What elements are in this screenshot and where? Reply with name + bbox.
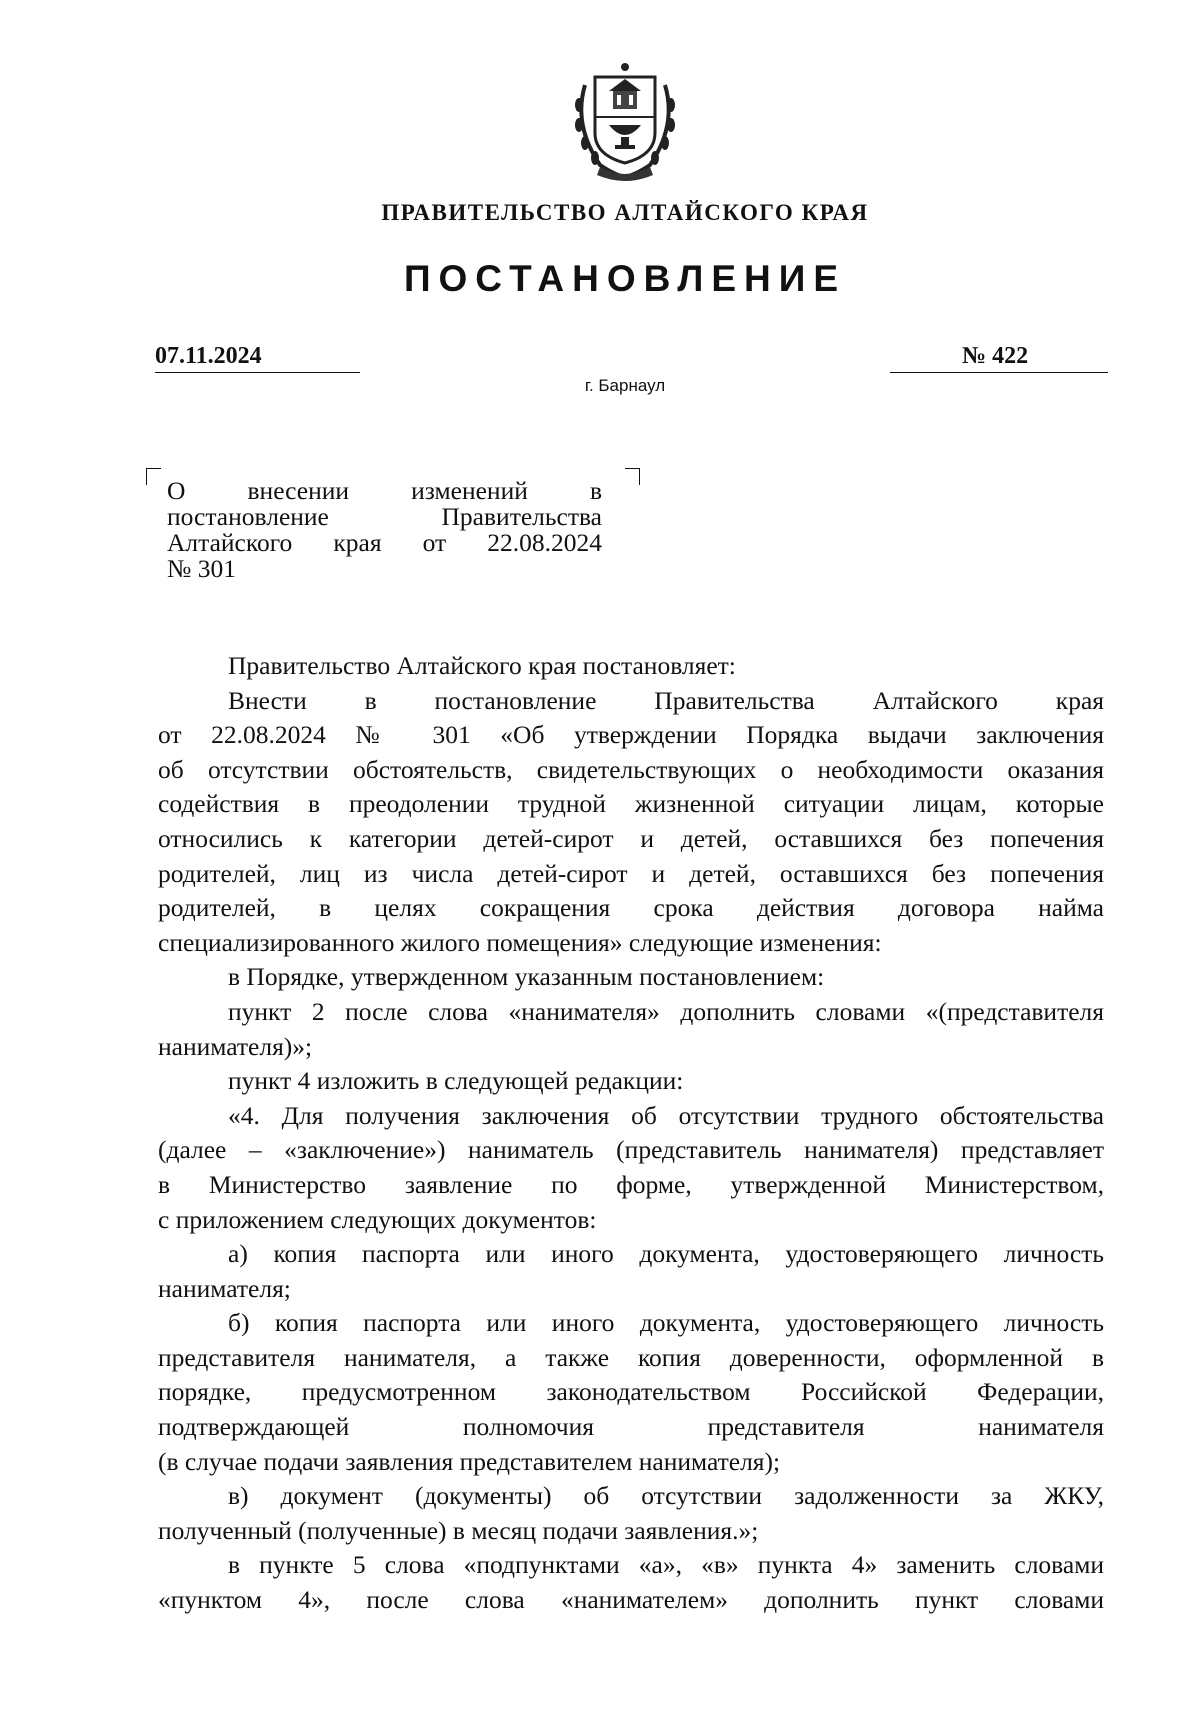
left-corner-bracket — [146, 468, 161, 485]
body-line: пункт 2 после слова «нанимателя» дополнить словами «(представителя — [228, 996, 1104, 1026]
document-subject — [167, 478, 602, 582]
body-preamble: Правительство Алтайского края постановляет: — [228, 651, 736, 680]
body-line: в пункте 5 слова «подпунктами «а», «в» пункта 4» заменить словами — [228, 1550, 1104, 1580]
document-city: г. Барнаул — [584, 376, 666, 395]
body-line: полученный (полученные) в месяц подачи заявления.»; — [158, 1515, 759, 1545]
document-number-value: № 422 — [962, 343, 1029, 369]
body-line: «пунктом 4», после слова «нанимателем» дополнить пункт словами — [158, 1585, 1104, 1615]
body-line: об отсутствии обстоятельств, свидетельствующих о необходимости оказания — [158, 754, 1104, 784]
body-line: подтверждающей полномочия представителя нанимателя — [158, 1412, 1104, 1442]
body-line: нанимателя; — [158, 1273, 291, 1303]
body-line: в) документ (документы) об отсутствии задолженности за ЖКУ, — [228, 1481, 1104, 1511]
organization-title: ПРАВИТЕЛЬСТВО АЛТАЙСКОГО КРАЯ — [381, 200, 869, 225]
body-line: (в случае подачи заявления представителем нанимателя); — [158, 1446, 781, 1476]
body-line: б) копия паспорта или иного документа, удостоверяющего личность — [228, 1308, 1104, 1338]
coat-of-arms-emblem — [565, 55, 685, 185]
document-type-title: ПОСТАНОВЛЕНИЕ — [403, 258, 847, 299]
subject-line: № 301 — [167, 554, 236, 583]
body-line: пункт 4 изложить в следующей редакции: — [228, 1066, 684, 1096]
document-body — [158, 649, 1104, 1618]
body-line: в Министерство заявление по форме, утвержденной Министерством, — [158, 1169, 1104, 1199]
body-line: относились к категории детей-сирот и детей, оставшихся без попечения — [158, 823, 1104, 853]
body-line: с приложением следующих документов: — [158, 1204, 597, 1234]
document-date: 07.11.2024 — [155, 343, 360, 373]
body-line: специализированного жилого помещения» следующие изменения: — [158, 927, 882, 957]
subject-line: О внесении изменений в — [167, 476, 602, 505]
body-line: Внести в постановление Правительства Алтайского края — [228, 685, 1104, 715]
body-line: содействия в преодолении трудной жизненной ситуации лицам, которые — [158, 789, 1104, 819]
body-line: в Порядке, утвержденном указанным постановлением: — [228, 962, 825, 992]
body-line: представителя нанимателя, а также копия доверенности, оформленной в — [158, 1342, 1104, 1372]
body-line: а) копия паспорта или иного документа, удостоверяющего личность — [228, 1239, 1104, 1269]
body-line: родителей, в целях сокращения срока действия договора найма — [158, 893, 1104, 923]
body-line: порядке, предусмотренном законодательством Российской Федерации, — [158, 1377, 1104, 1407]
body-line: (далее – «заключение») наниматель (представитель нанимателя) представляет — [158, 1135, 1104, 1165]
subject-line: Алтайского края от 22.08.2024 — [167, 528, 602, 557]
right-corner-bracket — [625, 468, 640, 485]
body-line: родителей, лиц из числа детей-сирот и детей, оставшихся без попечения — [158, 858, 1104, 888]
body-line: «4. Для получения заключения об отсутствии трудного обстоятельства — [228, 1100, 1104, 1130]
body-line: нанимателя)»; — [158, 1031, 313, 1061]
document-number — [890, 343, 1108, 373]
body-line: от 22.08.2024 № 301 «Об утверждении Порядка выдачи заключения — [158, 720, 1104, 750]
subject-line: постановление Правительства — [167, 502, 602, 531]
